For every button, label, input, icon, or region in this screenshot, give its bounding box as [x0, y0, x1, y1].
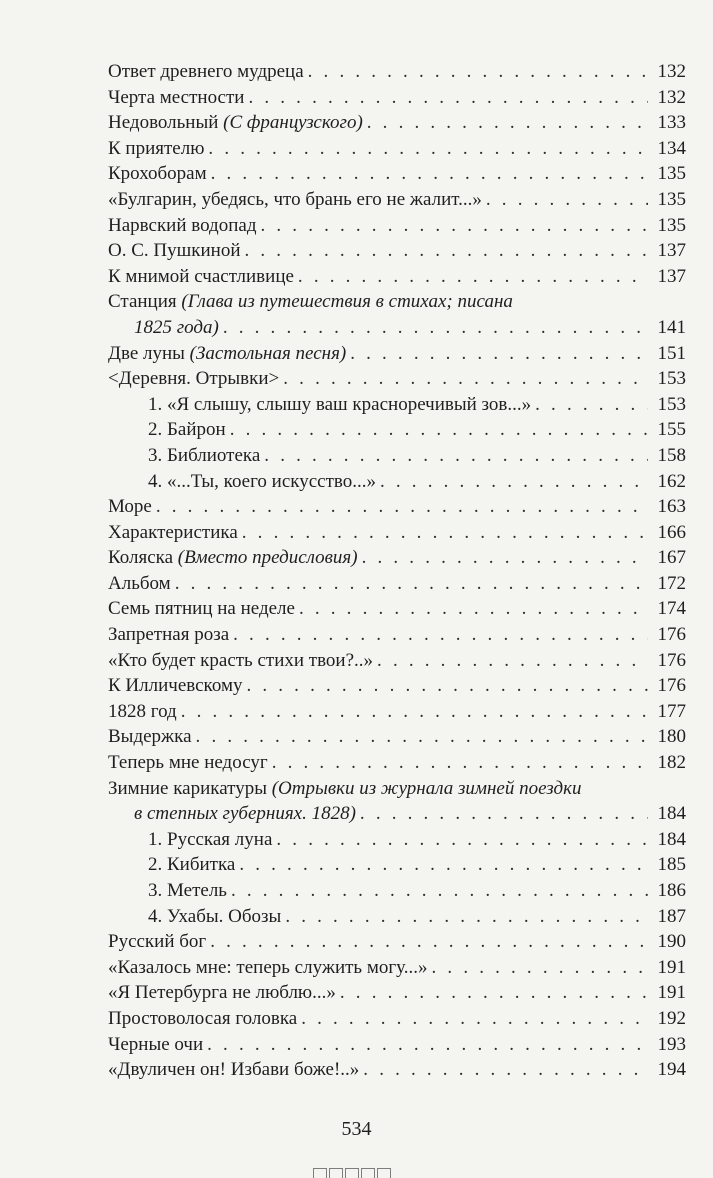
entry-page: 176 [657, 649, 686, 671]
toc-entry [108, 264, 686, 290]
toc-subentry [108, 904, 686, 930]
toc-entry [108, 494, 686, 520]
entry-page: 135 [657, 163, 686, 185]
entry-title: Черные очи [108, 1033, 204, 1055]
toc-entry [108, 724, 686, 750]
entry-title: Семь пятниц на неделе [108, 598, 295, 620]
entry-page: 182 [657, 752, 686, 774]
entry-page: 184 [657, 803, 686, 825]
toc-entry [108, 955, 686, 981]
dot-leader [210, 929, 648, 955]
entry-subtitle: (Вместо предисловия) [177, 547, 358, 569]
entry-title: 3. Метель [148, 880, 227, 901]
toc-entry [108, 673, 686, 699]
dot-leader [242, 520, 648, 546]
dot-leader [233, 622, 648, 648]
entry-page: 180 [657, 726, 686, 748]
entry-title-text: Две луны [108, 342, 185, 364]
toc-entry [108, 289, 686, 340]
entry-page: 158 [657, 444, 686, 466]
entry-page: 174 [657, 598, 686, 620]
entry-page: 137 [657, 265, 686, 287]
dot-leader [283, 366, 648, 392]
entry-title: Альбом [108, 572, 171, 594]
entry-page: 193 [657, 1033, 686, 1055]
dot-leader [196, 724, 648, 750]
dot-leader [181, 699, 648, 725]
entry-title: Запретная роза [108, 624, 230, 646]
toc-subentry [108, 878, 686, 904]
toc-entry [108, 750, 686, 776]
entry-page: 185 [657, 854, 686, 876]
entry-page: 153 [657, 368, 686, 390]
entry-title: «Кто будет красть стихи твои?..» [108, 649, 374, 671]
toc-entry [108, 520, 686, 546]
toc-entry [108, 110, 686, 136]
dot-leader [298, 264, 648, 290]
toc-entry [108, 648, 686, 674]
dot-leader [301, 1006, 648, 1032]
toc-entry [108, 238, 686, 264]
dot-leader [239, 852, 648, 878]
entry-title: Станция [108, 291, 177, 313]
dot-leader [350, 341, 648, 367]
entry-page: 167 [657, 547, 686, 569]
entry-title: 4. «...Ты, коего искусство...» [148, 470, 376, 492]
entry-page: 153 [657, 393, 686, 415]
dot-leader [360, 801, 648, 827]
dot-leader [363, 1057, 648, 1083]
dot-leader [230, 417, 648, 443]
entry-title: 3. Библиотека [148, 444, 261, 466]
toc-entry [108, 187, 686, 213]
entry-page: 135 [657, 214, 686, 236]
toc-entry [108, 366, 686, 392]
entry-title: Нарвский водопад [108, 214, 257, 236]
entry-title: 2. Байрон [148, 419, 226, 441]
entry-page: 191 [657, 982, 686, 1004]
toc-entry [108, 622, 686, 648]
dot-leader [156, 494, 648, 520]
dot-leader [231, 878, 648, 904]
dot-leader [246, 673, 648, 699]
entry-title: 4. Ухабы. Обозы [148, 905, 282, 927]
entry-page: 186 [657, 880, 686, 901]
entry-title: «Двуличен он! Избави боже!..» [108, 1059, 360, 1081]
entry-page: 151 [657, 342, 686, 364]
toc-entry [108, 776, 686, 827]
entry-title: Выдержка [108, 726, 192, 748]
entry-title [108, 545, 358, 571]
dot-leader [432, 955, 648, 981]
entry-subtitle: (Глава из путешествия в стихах; писана [181, 291, 513, 313]
entry-page: 135 [657, 188, 686, 210]
entry-page: 133 [657, 112, 686, 134]
dot-leader [208, 136, 648, 162]
entry-title-text: Коляска [108, 547, 174, 569]
toc-subentry [108, 443, 686, 469]
entry-title: Ответ древнего мудреца [108, 61, 304, 82]
dot-leader [367, 110, 648, 136]
entry-page: 194 [657, 1059, 686, 1081]
dot-leader [244, 238, 648, 264]
entry-page: 191 [657, 956, 686, 978]
entry-title: 2. Кибитка [148, 854, 236, 876]
dot-leader [207, 1032, 648, 1058]
toc-entry [108, 571, 686, 597]
entry-title: 1. Русская луна [148, 828, 273, 850]
entry-title: Черта местности [108, 86, 245, 108]
dot-leader [261, 213, 649, 239]
entry-page: 190 [657, 931, 686, 953]
entry-title: О. С. Пушкиной [108, 240, 241, 262]
entry-title: Теперь мне недосуг [108, 752, 268, 774]
entry-title: «Я Петербурга не люблю...» [108, 982, 336, 1004]
dot-leader [248, 85, 648, 111]
entry-page: 141 [657, 316, 686, 338]
dot-leader [380, 469, 648, 495]
entry-page: 162 [657, 470, 686, 492]
dot-leader [377, 648, 648, 674]
toc-subentry [108, 852, 686, 878]
entry-title: «Булгарин, убедясь, что брань его не жалит...» [108, 188, 482, 210]
toc-entry [108, 929, 686, 955]
dot-leader [276, 827, 648, 853]
toc-entry [108, 596, 686, 622]
dot-leader [211, 161, 648, 187]
entry-title: К мнимой счастливице [108, 265, 294, 287]
entry-page: 132 [657, 61, 686, 82]
dot-leader [340, 980, 648, 1006]
toc-entry [108, 1057, 686, 1083]
entry-subtitle: (Отрывки из журнала зимней поездки [271, 777, 582, 799]
toc-subentry [108, 469, 686, 495]
dot-leader [272, 750, 648, 776]
entry-page: 132 [657, 86, 686, 108]
toc-entry [108, 213, 686, 239]
entry-subtitle: (С французского) [223, 112, 363, 134]
entry-title: <Деревня. Отрывки> [108, 368, 280, 390]
entry-page: 155 [657, 419, 686, 441]
dot-leader [486, 187, 648, 213]
dot-leader [299, 596, 648, 622]
entry-subtitle-cont: в степных губерниях. 1828) [134, 803, 356, 825]
entry-title: Русский бог [108, 931, 207, 953]
entry-page: 163 [657, 496, 686, 518]
entry-title: Крохоборам [108, 163, 207, 185]
entry-title: К приятелю [108, 137, 205, 159]
entry-page: 187 [657, 905, 686, 927]
entry-title: Зимние карикатуры [108, 777, 267, 799]
toc-entry [108, 136, 686, 162]
entry-first-line [108, 776, 686, 802]
dot-leader [308, 59, 648, 85]
toc-entry [108, 85, 686, 111]
table-of-contents [108, 59, 686, 1083]
entry-title: 1. «Я слышу, слышу ваш красноречивый зов...» [148, 393, 532, 415]
toc-entry [108, 980, 686, 1006]
dot-leader [285, 904, 648, 930]
entry-title: Море [108, 496, 152, 518]
toc-subentry [108, 392, 686, 418]
toc-entry [108, 1006, 686, 1032]
entry-first-line [108, 289, 686, 315]
entry-title: 1828 год [108, 700, 177, 722]
page-number: 534 [341, 1118, 372, 1140]
entry-page: 172 [657, 572, 686, 594]
dot-leader [175, 571, 648, 597]
entry-page: 192 [657, 1007, 686, 1029]
toc-entry [108, 59, 686, 85]
entry-title: «Казалось мне: теперь служить могу...» [108, 956, 428, 978]
entry-page: 166 [657, 521, 686, 543]
toc-subentry [108, 827, 686, 853]
entry-title: Простоволосая головка [108, 1007, 298, 1029]
toc-entry [108, 545, 686, 571]
entry-page: 176 [657, 624, 686, 646]
entry-title: К Илличевскому [108, 675, 243, 697]
entry-title [108, 341, 346, 367]
entry-page: 177 [657, 700, 686, 722]
entry-page: 137 [657, 240, 686, 262]
dot-leader [535, 392, 648, 418]
dot-leader [264, 443, 648, 469]
entry-title-text: Недовольный [108, 112, 219, 134]
entry-subtitle: (Застольная песня) [189, 342, 347, 364]
entry-title: Характеристика [108, 521, 238, 543]
entry-page: 176 [657, 675, 686, 697]
dot-leader [362, 545, 648, 571]
toc-entry [108, 341, 686, 367]
entry-page: 184 [657, 828, 686, 850]
bottom-edge-mark [313, 1168, 395, 1178]
toc-entry [108, 1032, 686, 1058]
toc-entry [108, 699, 686, 725]
entry-page: 134 [657, 137, 686, 159]
toc-entry [108, 161, 686, 187]
entry-title [108, 110, 363, 136]
entry-subtitle-cont: 1825 года) [134, 316, 219, 338]
dot-leader [223, 315, 648, 341]
toc-subentry [108, 417, 686, 443]
